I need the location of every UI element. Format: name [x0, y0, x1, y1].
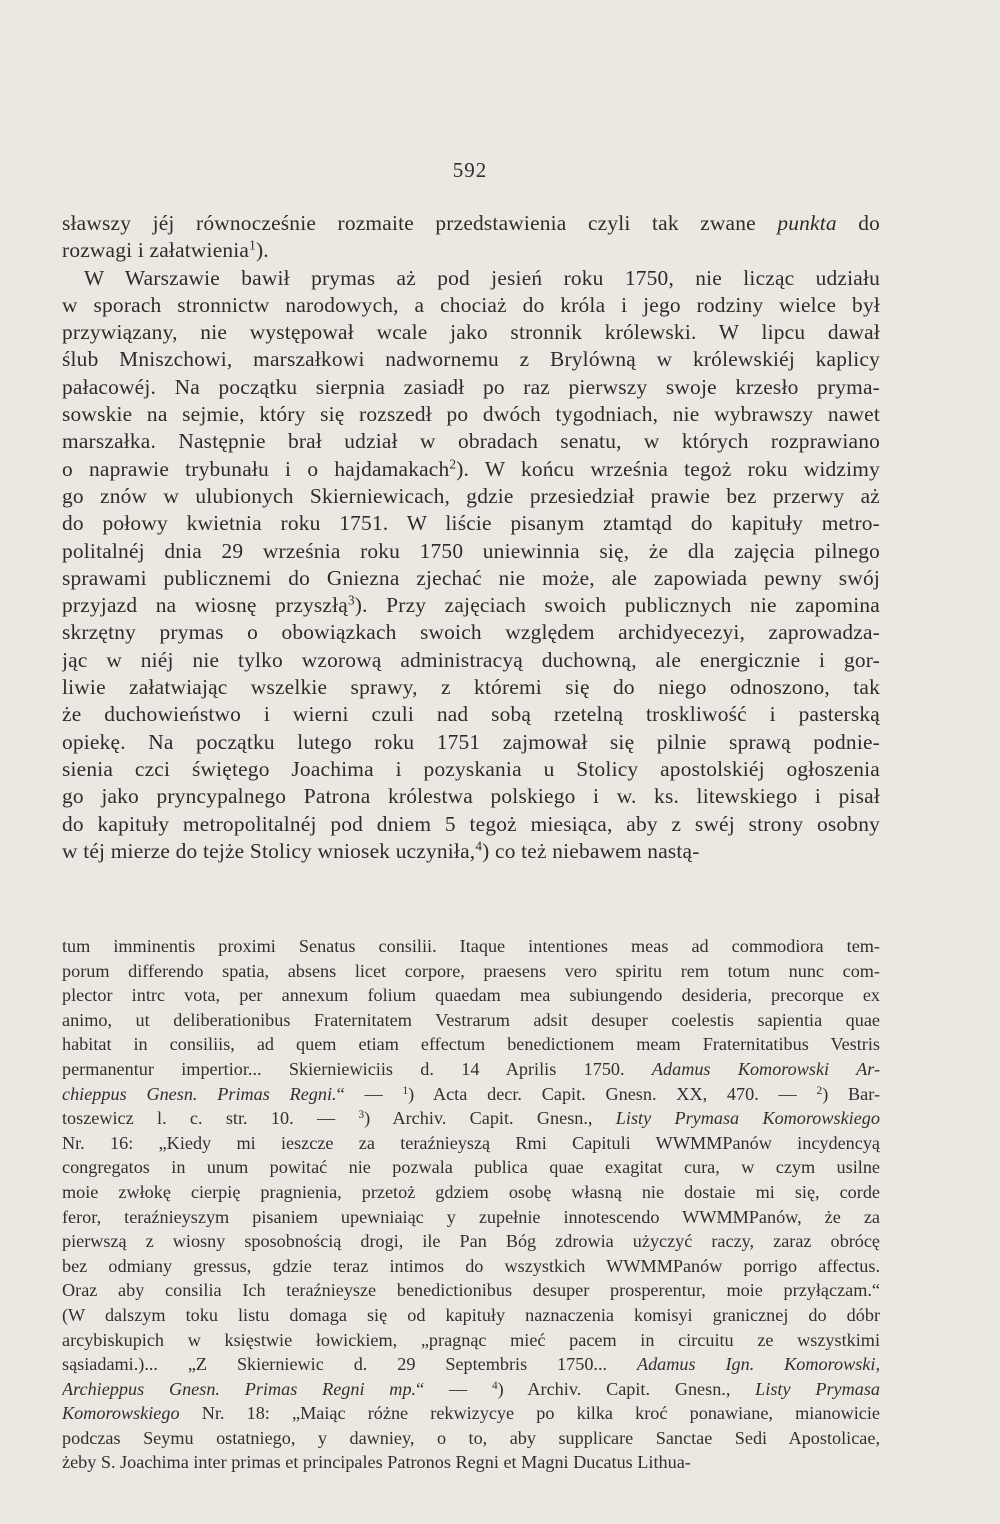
footnote-line: toszewicz l. c. str. 10. — $^3$) Archiv. Capit. Gnesn., Listy Prymasa Komorowskiego: [62, 1108, 880, 1129]
footnote-line: animo, ut deliberationibus Fraternitatem Vestrarum adsit desuper coelestis sapientia quae: [62, 1009, 880, 1030]
main-text-line: w sporach stronnictw narodowych, a chociaż do króla i jego rodziny wielce był: [62, 292, 880, 317]
footnote-line: arcybiskupich w księstwie łowickiem, „pragnąc mieć pacem in circuitu ze wszystkimi: [62, 1329, 880, 1350]
footnote-line: chieppus Gnesn. Primas Regni.“ — $^1$) Acta decr. Capit. Gnesn. XX, 470. — $^2$) Bar-: [62, 1083, 880, 1104]
footnote-line: (W dalszym toku listu domaga się od kapituły naznaczenia komisyi granicznej do dóbr: [62, 1304, 880, 1325]
main-text-line: liwie załatwiając wszelkie sprawy, z któremi się do niego odnoszono, tak: [62, 675, 880, 700]
footnote-line: congregatos in unum powitać nie pozwala publica quae exagitat cura, w czym usilne: [62, 1157, 880, 1178]
footnote-line: porum differendo spatia, absens licet corpore, praesens vero spiritu rem totum nunc com-: [62, 960, 880, 981]
main-text-line: opiekę. Na początku lutego roku 1751 zajmował się pilnie sprawą podnie-: [62, 729, 880, 754]
main-text-line: przyjazd na wiosnę przyszłą$^3$). Przy zajęciach swoich publicznych nie zapomina: [62, 592, 880, 618]
footnote-line: Nr. 16: „Kiedy mi ieszcze za teraźnieyszą Rmi Capituli WWMMPanów incydencyą: [62, 1132, 880, 1153]
footnote-line: tum imminentis proximi Senatus consilii. Itaque intentiones meas ad commodiora tem-: [62, 936, 880, 956]
footnote-line: bez odmiany gressus, gdzie teraz intimos do wszystkich WWMMPanów porrigo affectus.: [62, 1255, 880, 1276]
main-text-line: przywiązany, nie występował wcale jako stronnik królewski. W lipcu dawał: [62, 320, 880, 345]
main-text-line: go jako pryncypalnego Patrona królestwa polskiego i w. ks. litewskiego i pisał: [62, 784, 880, 809]
page-number: 592: [452, 158, 488, 182]
main-text-line: sowskie na sejmie, który się rozszedł po dwóch tygodniach, nie wybrawszy nawet: [62, 402, 880, 427]
main-text-line: sławszy jéj równocześnie rozmaite przedstawienia czyli tak zwane punkta do: [62, 211, 880, 235]
main-text-line: że duchowieństwo i wierni czuli nad sobą rzetelną troskliwość i pasterską: [62, 702, 880, 727]
main-text-line: sprawami publicznemi do Gniezna zjechać nie może, ale zapowiada pewny swój: [62, 565, 880, 590]
main-text-line: sienia czci świętego Joachima i pozyskania u Stolicy apostolskiéj ogłoszenia: [62, 756, 880, 781]
main-text-line: do połowy kwietnia roku 1751. W liście pisanym ztamtąd do kapituły metro-: [62, 511, 880, 536]
main-text-line: w téj mierze do tejże Stolicy wniosek uczyniła,$^4$) co też niebawem nastą-: [62, 838, 700, 863]
main-text-line: o naprawie trybunału i o hajdamakach$^2$). W końcu września tegoż roku widzimy: [62, 456, 880, 481]
footnote-line: pierwszą z wiosny sposobnością drogi, ile Pan Bóg zdrowia użyczyć raczy, zaraz obrócę: [62, 1231, 880, 1252]
main-text: [62, 210, 880, 865]
footnote-line: Komorowskiego Nr. 18: „Maiąc różne rekwizycye po kilka kroć ponawiane, mianowicie: [62, 1403, 880, 1424]
footnote-line: sąsiadami.)... „Z Skierniewic d. 29 Septembris 1750... Adamus Ign. Komorowski,: [62, 1354, 880, 1375]
main-text-line: marszałka. Następnie brał udział w obradach senatu, w których rozprawiano: [62, 429, 880, 454]
main-text-line: rozwagi i załatwienia$^1$).: [62, 238, 269, 263]
main-text-line: pałacowéj. Na początku sierpnia zasiadł po raz pierwszy swoje krzesło pryma-: [62, 374, 880, 399]
footnotes: [62, 934, 880, 1475]
main-text-line: jąc w niéj nie tylko wzorową administracyą duchowną, ale energicznie i gor-: [62, 647, 880, 672]
main-text-line: skrzętny prymas o obowiązkach swoich względem archidyecezyi, zaprowadza-: [62, 620, 880, 645]
footnote-line: moie zwłokę cierpię pragnienia, przetoż gdziem osobę własną nie dostaie mi się, corde: [62, 1181, 880, 1202]
footnote-line: habitat in consiliis, ad quem etiam effectum benedictionem meam Fraternitatibus Vestris: [62, 1034, 880, 1055]
footnote-line: feror, teraźnieyszym pisaniem upewniaiąc y zupełnie innotescendo WWMMPanów, że za: [62, 1206, 880, 1227]
footnote-line: Archieppus Gnesn. Primas Regni mp.“ — $^4$) Archiv. Capit. Gnesn., Listy Prymasa: [62, 1378, 880, 1399]
main-text-line: W Warszawie bawił prymas aż pod jesień roku 1750, nie licząc udziału: [84, 265, 880, 290]
main-text-line: ślub Mniszchowi, marszałkowi nadwornemu z Brylówną w królewskiéj kaplicy: [62, 347, 880, 372]
footnote-line: podczas Seymu ostatniego, y dawniey, o to, aby supplicare Sanctae Sedi Apostolicae,: [62, 1427, 880, 1448]
main-text-line: politalnéj dnia 29 września roku 1750 uniewinnia się, że dla zajęcia pilnego: [62, 538, 880, 563]
main-text-line: go znów w ulubionych Skierniewicach, gdzie przesiedział prawie bez przerwy aż: [62, 483, 880, 508]
footnote-line: plector intrc vota, per annexum folium quaedam mea subiungendo desideria, precorque ex: [62, 985, 880, 1006]
footnote-line: Oraz aby consilia Ich teraźnieysze benedictionibus desuper prosperentur, moie przyłączam.“: [62, 1280, 880, 1301]
footnote-line: żeby S. Joachima inter primas et principales Patronos Regni et Magni Ducatus Lithua-: [62, 1452, 691, 1473]
footnote-line: permanentur impertior... Skierniewiciis d. 14 Aprilis 1750. Adamus Komorowski Ar-: [62, 1058, 880, 1079]
main-text-line: do kapituły metropolitalnéj pod dniem 5 tegoż miesiąca, aby z swéj strony osobny: [62, 811, 880, 836]
